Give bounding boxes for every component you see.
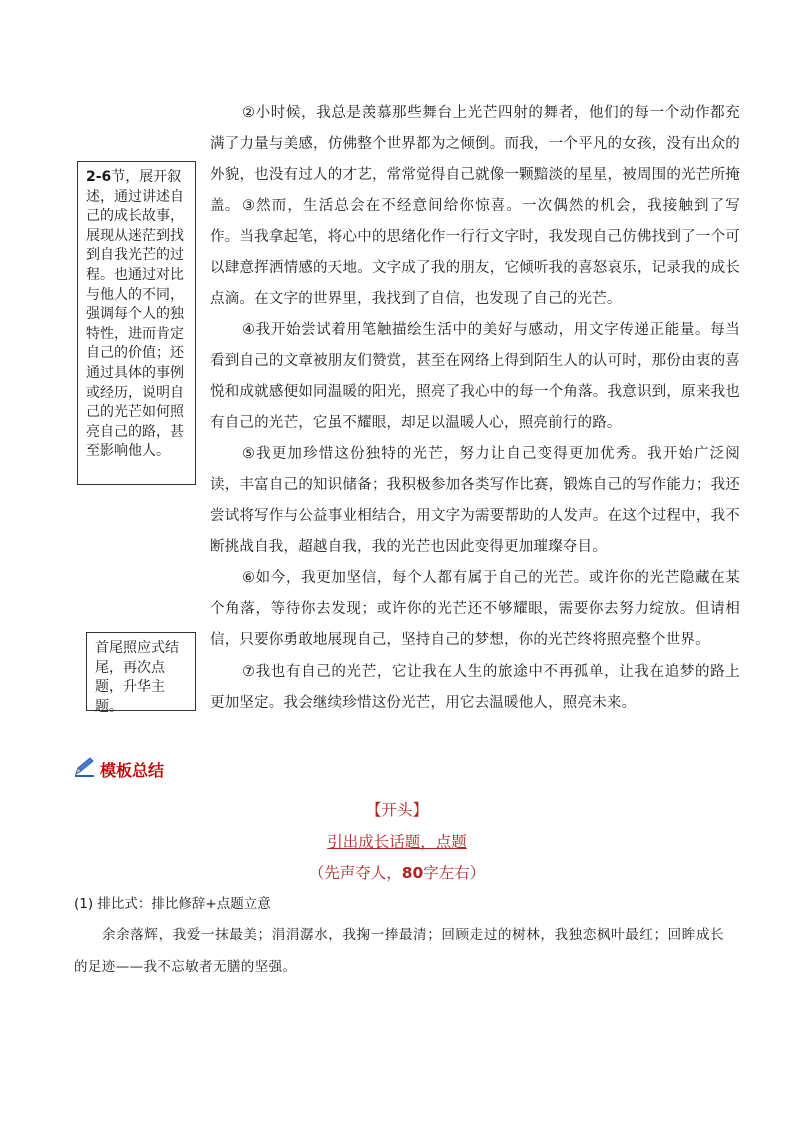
method-label: (1) 排比式：排比修辞+点题立意 [74,896,271,912]
template-summary-title: 模板总结 [100,760,165,780]
paragraph-6: ⑥如今，我更加坚信，每个人都有属于自己的光芒。或许你的光芒隐藏在某个角落，等待你去发现；或许你的光芒还不够耀眼，需要你去努力绽放。但请相信，只要你勇敢地展现自己，坚持自己的梦想，你的光芒终将照亮整个世界。 [210,570,740,648]
hint-prefix: （先声夺人， [308,864,402,882]
paragraph-5: ⑤我更加珍惜这份独特的光芒，努力让自己变得更加优秀。我开始广泛阅读，丰富自己的知识储备；我积极参加各类写作比赛，锻炼自己的写作能力；我还尝试将写作与公益事业相结合，用文字为需要帮助的人发声。在这个过程中，我不断挑战自我，超越自我，我的光芒也因此变得更加璀璨夺目。 [210,446,740,555]
pencil-icon [72,756,96,782]
opening-length-hint [0,861,794,883]
hint-number: 80 [401,864,424,882]
annotation-text: 首尾照应式结尾，再次点题，升华主题。 [95,640,179,715]
opening-bracket-label: 【开头】 [365,801,428,819]
annotation-box-body [77,161,196,485]
annotation-box-ending [86,632,196,715]
paragraph-4: ④我开始尝试着用笔触描绘生活中的美好与感动，用文字传递正能量。每当看到自己的文章被朋友们赞赏，甚至在网络上得到陌生人的认可时，那份由衷的喜悦和成就感便如同温暖的阳光，照亮了我心中的每一个角落。我意识到，原来我也有自己的光芒，它虽不耀眼，却足以温暖人心，照亮前行的路。 [210,322,740,431]
hint-suffix: 字左右） [423,864,486,882]
example-paragraph: 余余落辉，我爱一抹最美；涓涓潺水，我掬一捧最清；回顾走过的树林，我独恋枫叶最红；回眸成长的足迹——我不忘敏者无膳的坚强。 [74,927,724,975]
paragraph-7: ⑦我也有自己的光芒，它让我在人生的旅途中不再孤单，让我在追梦的路上更加坚定。我会继续珍惜这份光芒，用它去温暖他人，照亮未来。 [210,664,740,711]
opening-subheading: 引出成长话题，点题 [327,833,467,851]
paragraph-3: ③然而，生活总会在不经意间给你惊喜。一次偶然的机会，我接触到了写作。当我拿起笔，将心中的思绪化作一行行文字时，我发现自己仿佛找到了一个可以肆意挥洒情感的天地。文字成了我的朋友，它倾听我的喜怒哀乐，记录我的成长点滴。在文字的世界里，我找到了自信，也发现了自己的光芒。 [210,198,740,307]
annotation-range: 2-6 [86,169,112,185]
template-summary-heading [72,756,164,782]
annotation-text: 节，展开叙述，通过讲述自己的成长故事，展现从迷茫到找到自我光芒的过程。也通过对比与他人的不同，强调每个人的独特性，进而肯定自己的价值；还通过具体的事例或经历，说明自己的光芒如何照亮自己的路，甚至影响他人。 [86,169,184,460]
paragraph-2: ②小时候，我总是羡慕那些舞台上光芒四射的舞者，他们的每一个动作都充满了力量与美感，仿佛整个世界都为之倾倒。而我，一个平凡的女孩，没有出众的外貌，也没有过人的才艺，常常觉得自己就像一颗黯淡的星星，被周围的光芒所掩盖。 [210,105,740,214]
